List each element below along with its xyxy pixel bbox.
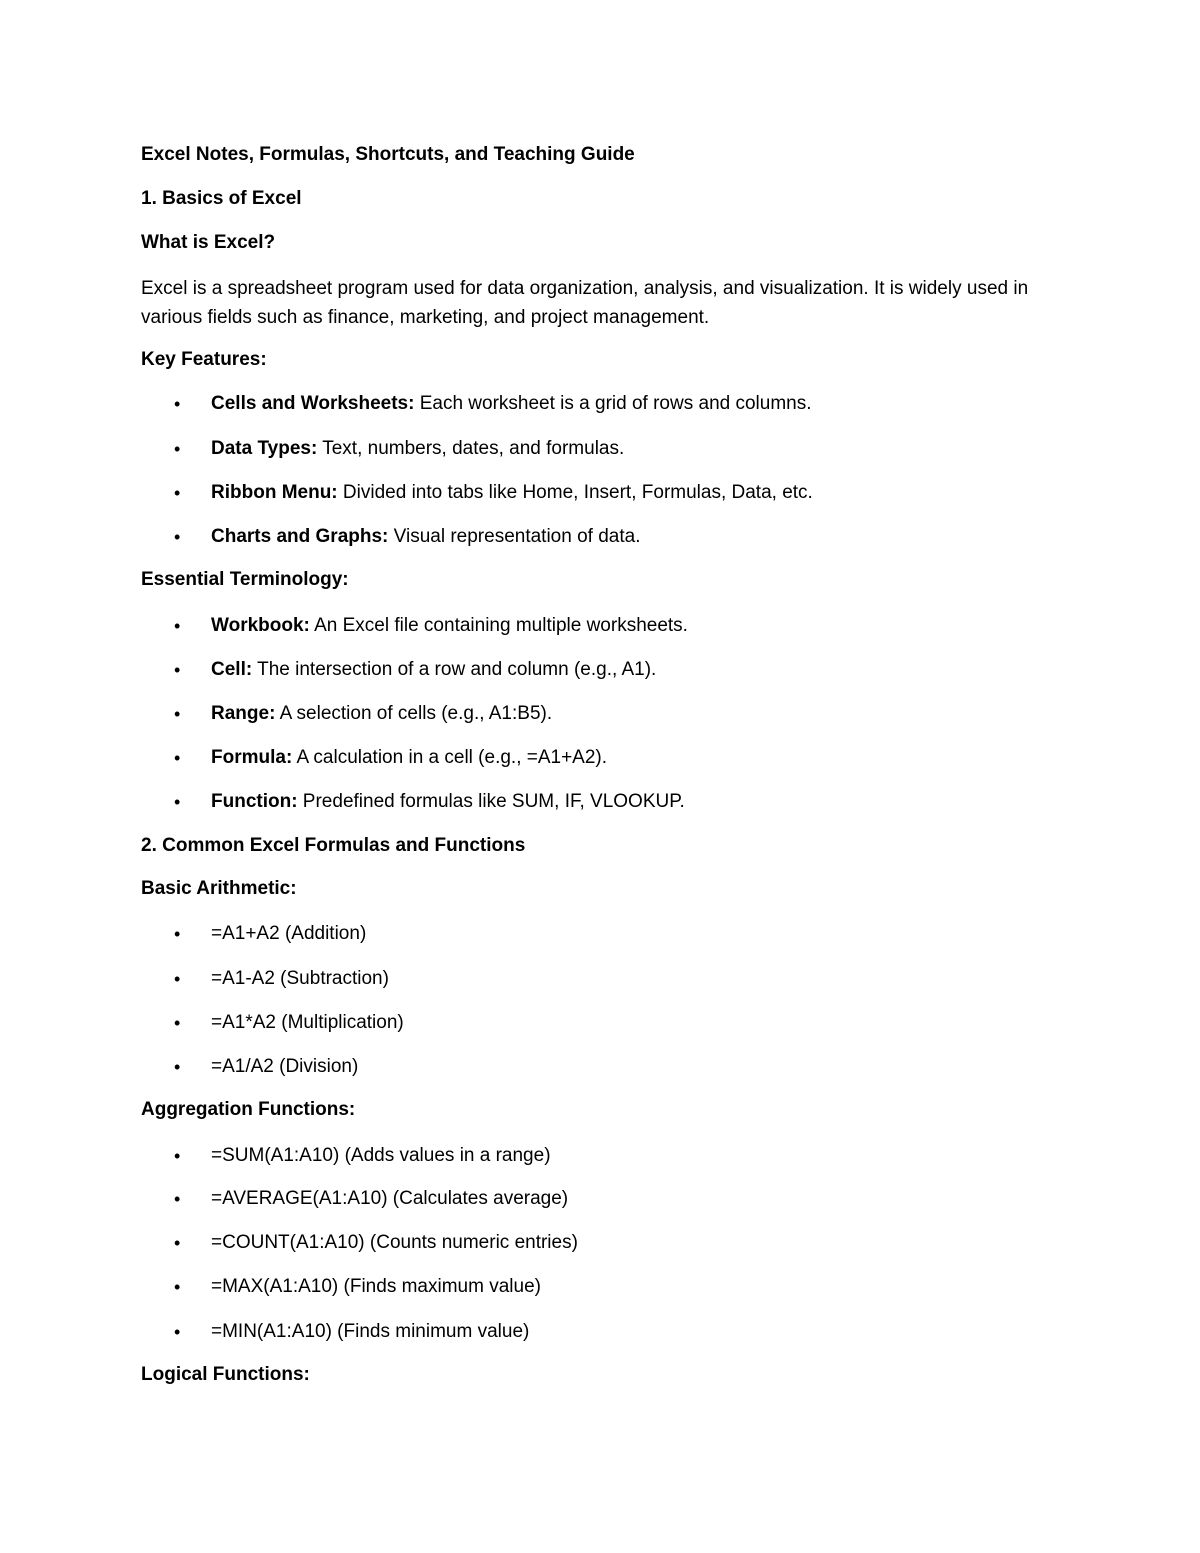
term-name: Cell:	[211, 659, 253, 680]
bullet-icon: •	[174, 792, 181, 812]
logical-heading: Logical Functions:	[141, 1364, 310, 1385]
formula-text: =A1+A2 (Addition)	[211, 923, 367, 944]
bullet-icon: •	[174, 1189, 181, 1209]
terminology-heading: Essential Terminology:	[141, 569, 349, 590]
bullet-icon: •	[174, 527, 181, 547]
feature-description: Text, numbers, dates, and formulas.	[317, 438, 625, 459]
feature-description: Divided into tabs like Home, Insert, Formulas, Data, etc.	[337, 482, 813, 503]
section-2-heading: 2. Common Excel Formulas and Functions	[141, 835, 526, 856]
bullet-icon: •	[174, 1146, 181, 1166]
bullet-icon: •	[174, 924, 181, 944]
term-definition: A selection of cells (e.g., A1:B5).	[275, 703, 553, 724]
formula-text: =COUNT(A1:A10) (Counts numeric entries)	[211, 1232, 578, 1253]
feature-term: Ribbon Menu:	[211, 482, 338, 503]
what-is-excel-heading: What is Excel?	[141, 232, 276, 253]
bullet-icon: •	[174, 1233, 181, 1253]
bullet-icon: •	[174, 1277, 181, 1297]
feature-term: Charts and Graphs:	[211, 526, 389, 547]
formula-text: =A1/A2 (Division)	[211, 1056, 359, 1077]
bullet-icon: •	[174, 439, 181, 459]
feature-term: Data Types:	[211, 438, 318, 459]
section-1-heading: 1. Basics of Excel	[141, 188, 302, 209]
formula-text: =A1*A2 (Multiplication)	[211, 1012, 404, 1033]
feature-description: Each worksheet is a grid of rows and columns.	[414, 393, 812, 414]
bullet-icon: •	[174, 483, 181, 503]
bullet-icon: •	[174, 1322, 181, 1342]
bullet-icon: •	[174, 1013, 181, 1033]
bullet-icon: •	[174, 704, 181, 724]
formula-text: =MIN(A1:A10) (Finds minimum value)	[211, 1321, 530, 1342]
formula-text: =A1-A2 (Subtraction)	[211, 968, 389, 989]
formula-text: =MAX(A1:A10) (Finds maximum value)	[211, 1276, 541, 1297]
term-name: Workbook:	[211, 615, 310, 636]
bullet-icon: •	[174, 616, 181, 636]
bullet-icon: •	[174, 1057, 181, 1077]
key-features-heading: Key Features:	[141, 349, 267, 370]
term-name: Function:	[211, 791, 298, 812]
feature-description: Visual representation of data.	[388, 526, 641, 547]
term-definition: A calculation in a cell (e.g., =A1+A2).	[292, 747, 608, 768]
bullet-icon: •	[174, 660, 181, 680]
document-title: Excel Notes, Formulas, Shortcuts, and Teaching Guide	[141, 144, 635, 165]
formula-text: =SUM(A1:A10) (Adds values in a range)	[211, 1145, 551, 1166]
aggregation-heading: Aggregation Functions:	[141, 1099, 356, 1120]
term-name: Formula:	[211, 747, 293, 768]
term-definition: The intersection of a row and column (e.g., A1).	[252, 659, 657, 680]
bullet-icon: •	[174, 969, 181, 989]
arithmetic-heading: Basic Arithmetic:	[141, 878, 297, 899]
term-definition: Predefined formulas like SUM, IF, VLOOKUP.	[297, 791, 685, 812]
bullet-icon: •	[174, 394, 181, 414]
term-definition: An Excel file containing multiple worksheets.	[309, 615, 688, 636]
what-is-excel-paragraph: Excel is a spreadsheet program used for data organization, analysis, and visualization. It is widely used in various fields such as finance, marketing, and project management.	[141, 278, 1029, 328]
feature-term: Cells and Worksheets:	[211, 393, 415, 414]
term-name: Range:	[211, 703, 276, 724]
formula-text: =AVERAGE(A1:A10) (Calculates average)	[211, 1188, 569, 1209]
bullet-icon: •	[174, 748, 181, 768]
